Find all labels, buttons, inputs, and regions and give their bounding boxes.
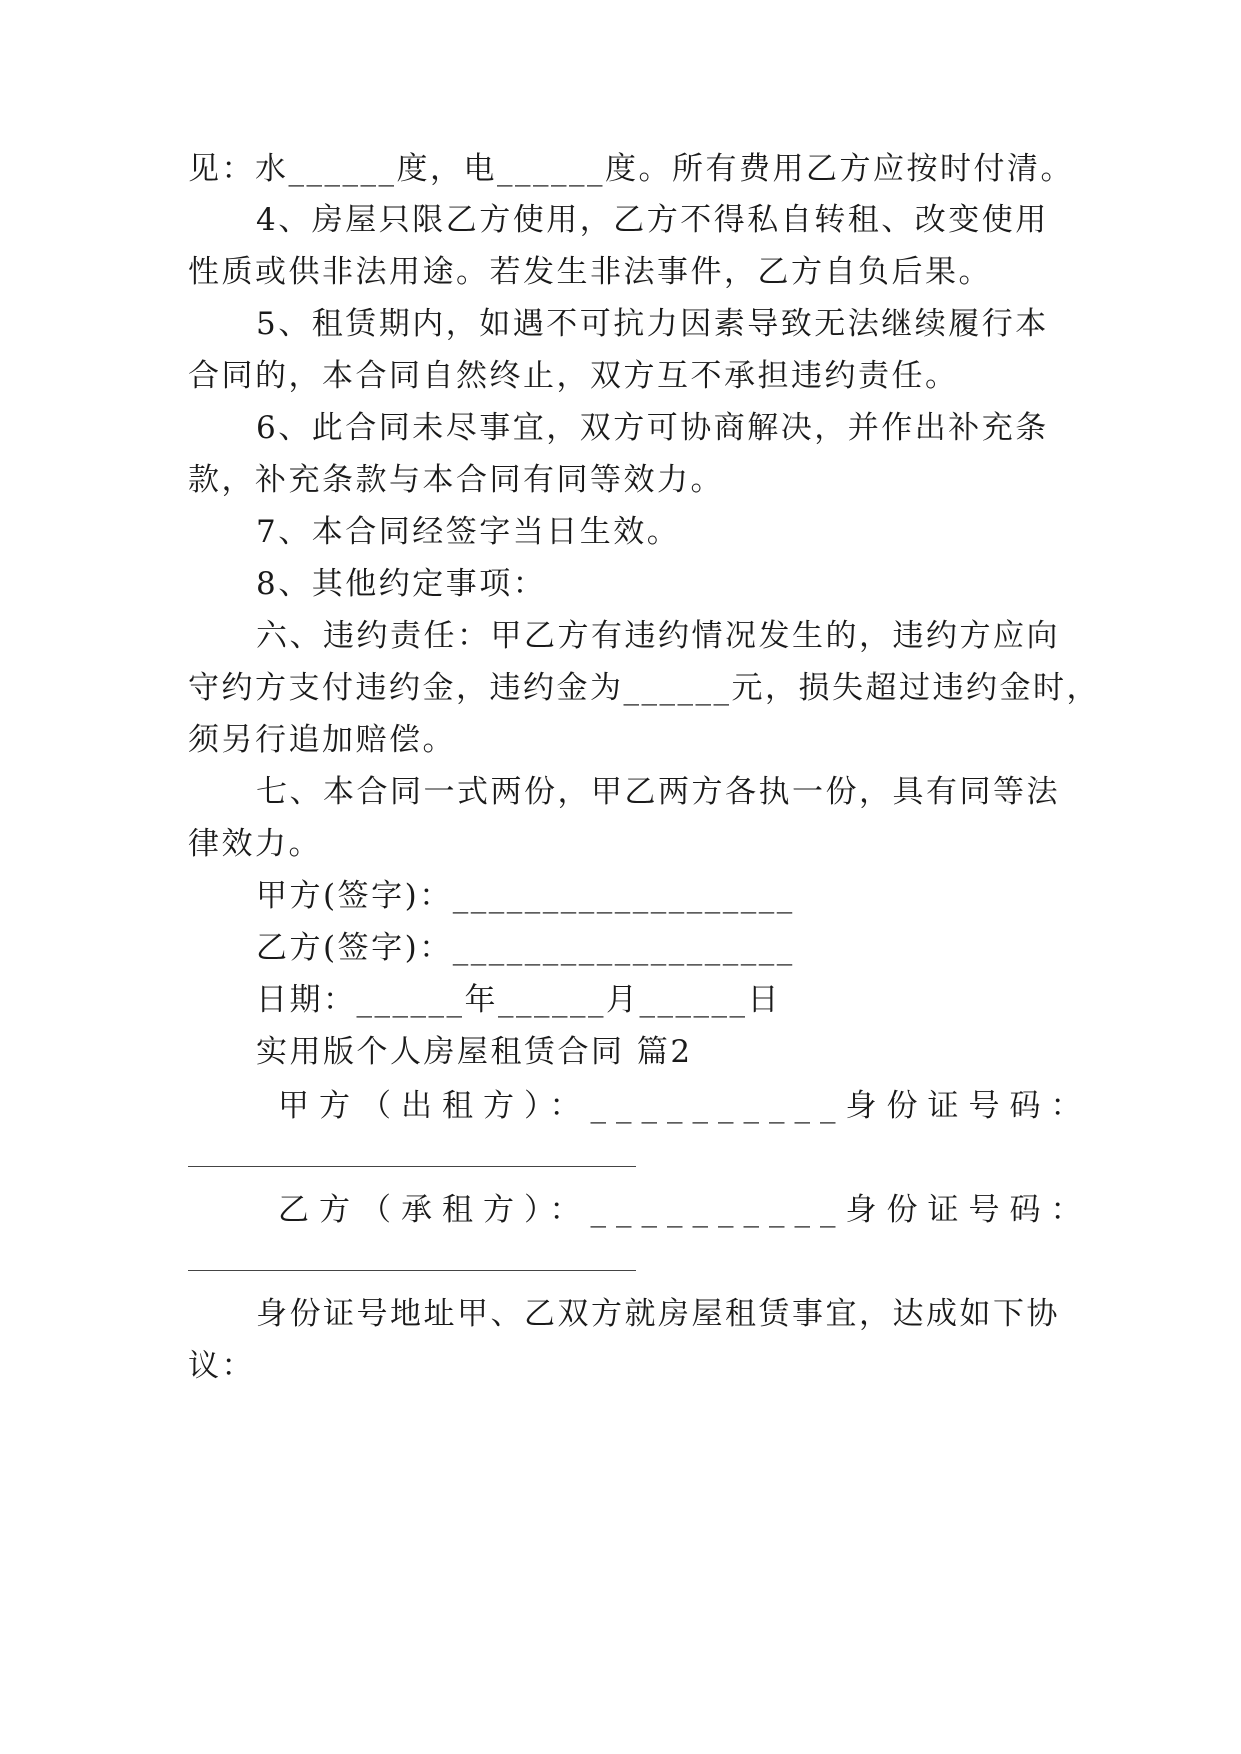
- text-line: 律效力。: [188, 826, 322, 862]
- text-line: 议：: [188, 1348, 255, 1384]
- clause-8: 8、其他约定事项：: [256, 566, 547, 602]
- text-line: 见：水______度，电______度。所有费用乙方应按时付清。: [188, 151, 1074, 187]
- section-breach: 六、违约责任：甲乙方有违约情况发生的，违约方应向: [256, 618, 1060, 654]
- lessor-line: 甲方（出租方）：__________身份证号码：: [278, 1088, 1092, 1124]
- heading-article-2: 实用版个人房屋租赁合同 篇2: [256, 1034, 693, 1070]
- clause-4: 4、房屋只限乙方使用，乙方不得私自转租、改变使用: [256, 202, 1049, 238]
- text-line: 合同的，本合同自然终止，双方互不承担违约责任。: [188, 358, 959, 394]
- agreement-intro: 身份证号地址甲、乙双方就房屋租赁事宜，达成如下协: [256, 1296, 1060, 1332]
- date-line: 日期：______年______月______日: [256, 982, 781, 1018]
- party-b-signature: 乙方(签字)：___________________: [256, 930, 795, 966]
- text-line: 须另行追加赔偿。: [188, 722, 456, 758]
- id-number-blank-b: [188, 1270, 636, 1271]
- id-number-blank-a: [188, 1166, 636, 1167]
- lessee-line: 乙方（承租方）：__________身份证号码：: [278, 1192, 1092, 1228]
- clause-7: 7、本合同经签字当日生效。: [256, 514, 681, 550]
- text-line: 守约方支付违约金，违约金为______元，损失超过违约金时，: [188, 670, 1100, 706]
- section-copies: 七、本合同一式两份，甲乙两方各执一份，具有同等法: [256, 774, 1060, 810]
- clause-5: 5、租赁期内，如遇不可抗力因素导致无法继续履行本: [256, 306, 1049, 342]
- clause-6: 6、此合同未尽事宜，双方可协商解决，并作出补充条: [256, 410, 1049, 446]
- text-line: 性质或供非法用途。若发生非法事件，乙方自负后果。: [188, 254, 992, 290]
- text-line: 款，补充条款与本合同有同等效力。: [188, 462, 724, 498]
- party-a-signature: 甲方(签字)：___________________: [256, 878, 795, 914]
